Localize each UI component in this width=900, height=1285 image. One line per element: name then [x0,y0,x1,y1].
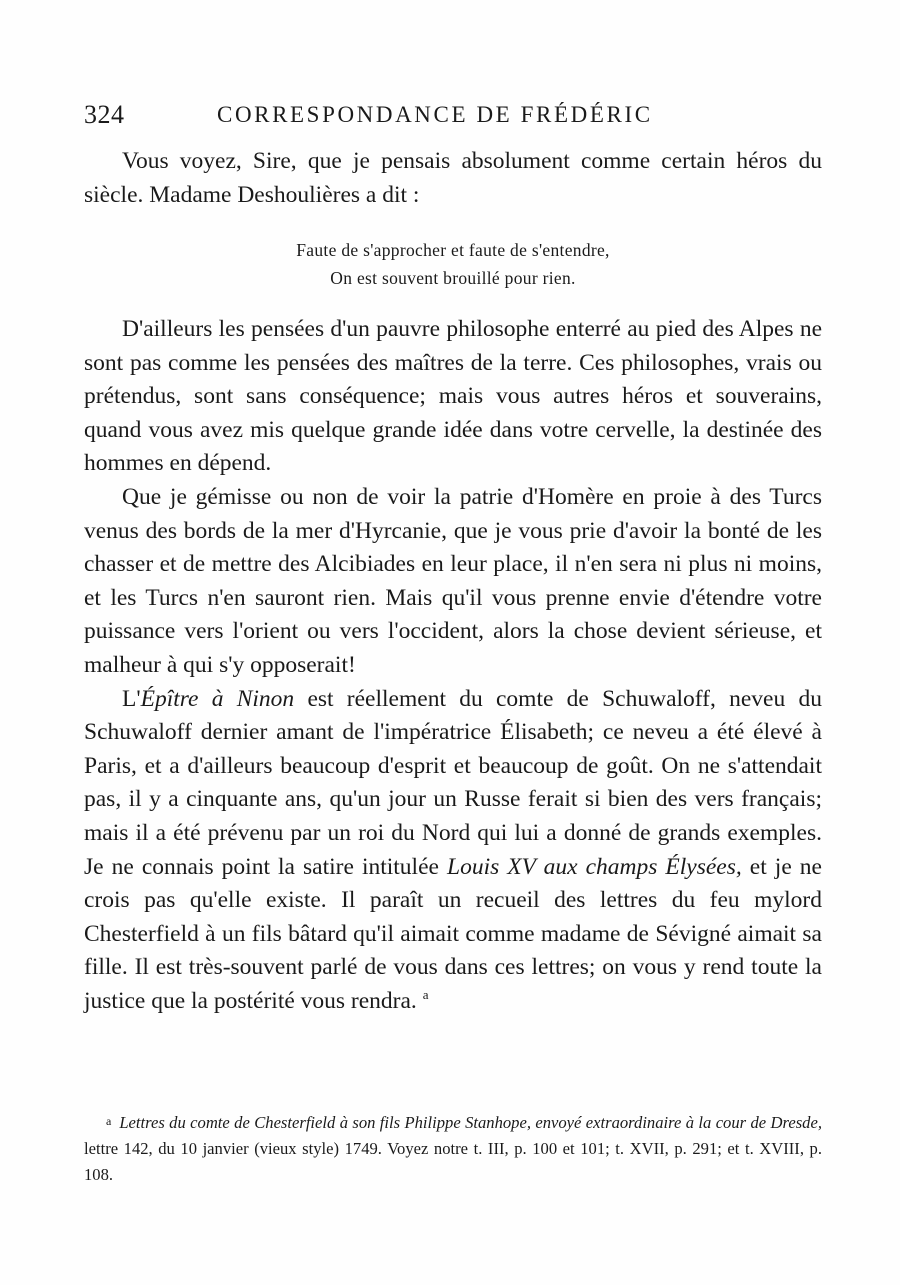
p4-part2: est réellement du comte de Schuwaloff, neveu du Schuwaloff dernier amant de l'impératrice Élisabeth; ce neveu a été élevé à Paris, et a d'ailleurs beaucoup d'esprit et beaucoup de goût. On ne s'attendait pas, il y a cinquante ans, qu'un jour un Russe ferait si bien des vers français; mais il a été prévenu par un roi du Nord qui lui a donné de grands exemples. Je ne connais point la satire intitulée [84,685,822,880]
running-title: CORRESPONDANCE DE FRÉDÉRIC [217,102,653,127]
paragraph-4 [84,683,822,1019]
verse-line-2: On est souvent brouillé pour rien. [330,268,576,288]
footnote-text: lettre 142, du 10 janvier (vieux style) 1749. Voyez notre t. III, p. 100 et 101; t. XVII, p. 291; et t. XVIII, p. 108. [84,1139,822,1184]
p4-prefix: L' [122,685,141,712]
p4-italic2: Louis XV aux champs Élysées, [447,853,742,880]
footnote-italic: Lettres du comte de Chesterfield à son fils Philippe Stanhope, envoyé extraordinaire à la cour de Dresde, [119,1113,822,1132]
footnote-mark: a [106,1114,112,1128]
page-number: 324 [84,100,125,129]
verse-quote [84,236,822,292]
text-block-intro [84,145,822,212]
running-head [84,98,824,134]
paragraph-2: D'ailleurs les pensées d'un pauvre philosophe enterré au pied des Alpes ne sont pas comme les pensées des maîtres de la terre. Ces philosophes, vrais ou prétendus, sont sans conséquence; mais vous autres héros et souverains, quand vous avez mis quelque grande idée dans votre cervelle, la destinée des hommes en dépend. [84,316,822,477]
verse-line-1: Faute de s'approcher et faute de s'entendre, [296,240,610,260]
paragraph-3: Que je gémisse ou non de voir la patrie d'Homère en proie à des Turcs venus des bords de la mer d'Hyrcanie, que je vous prie d'avoir la bonté de les chasser et de mettre des Alcibiades en leur place, il n'en sera ni plus ni moins, et les Turcs n'en sauront rien. Mais qu'il vous prenne envie d'étendre votre puissance vers l'orient ou vers l'occident, alors la chose devient sérieuse, et malheur à qui s'y opposerait! [84,483,822,678]
p4-part3: et je ne crois pas qu'elle existe. Il paraît un recueil des lettres du feu mylord Chesterfield à un fils bâtard qu'il aimait comme madame de Sévigné aimait sa fille. Il est très-souvent parlé de vous dans ces lettres; on vous y rend toute la justice que la postérité vous rendra. [84,853,822,1014]
paragraph-1: Vous voyez, Sire, que je pensais absolument comme certain héros du siècle. Madame Deshoulières a dit : [84,148,822,208]
text-block-main [84,313,822,1018]
p4-title-italic: Épître à Ninon [140,685,295,712]
footnote [84,1108,822,1188]
footnote-reference: a [422,987,429,1003]
